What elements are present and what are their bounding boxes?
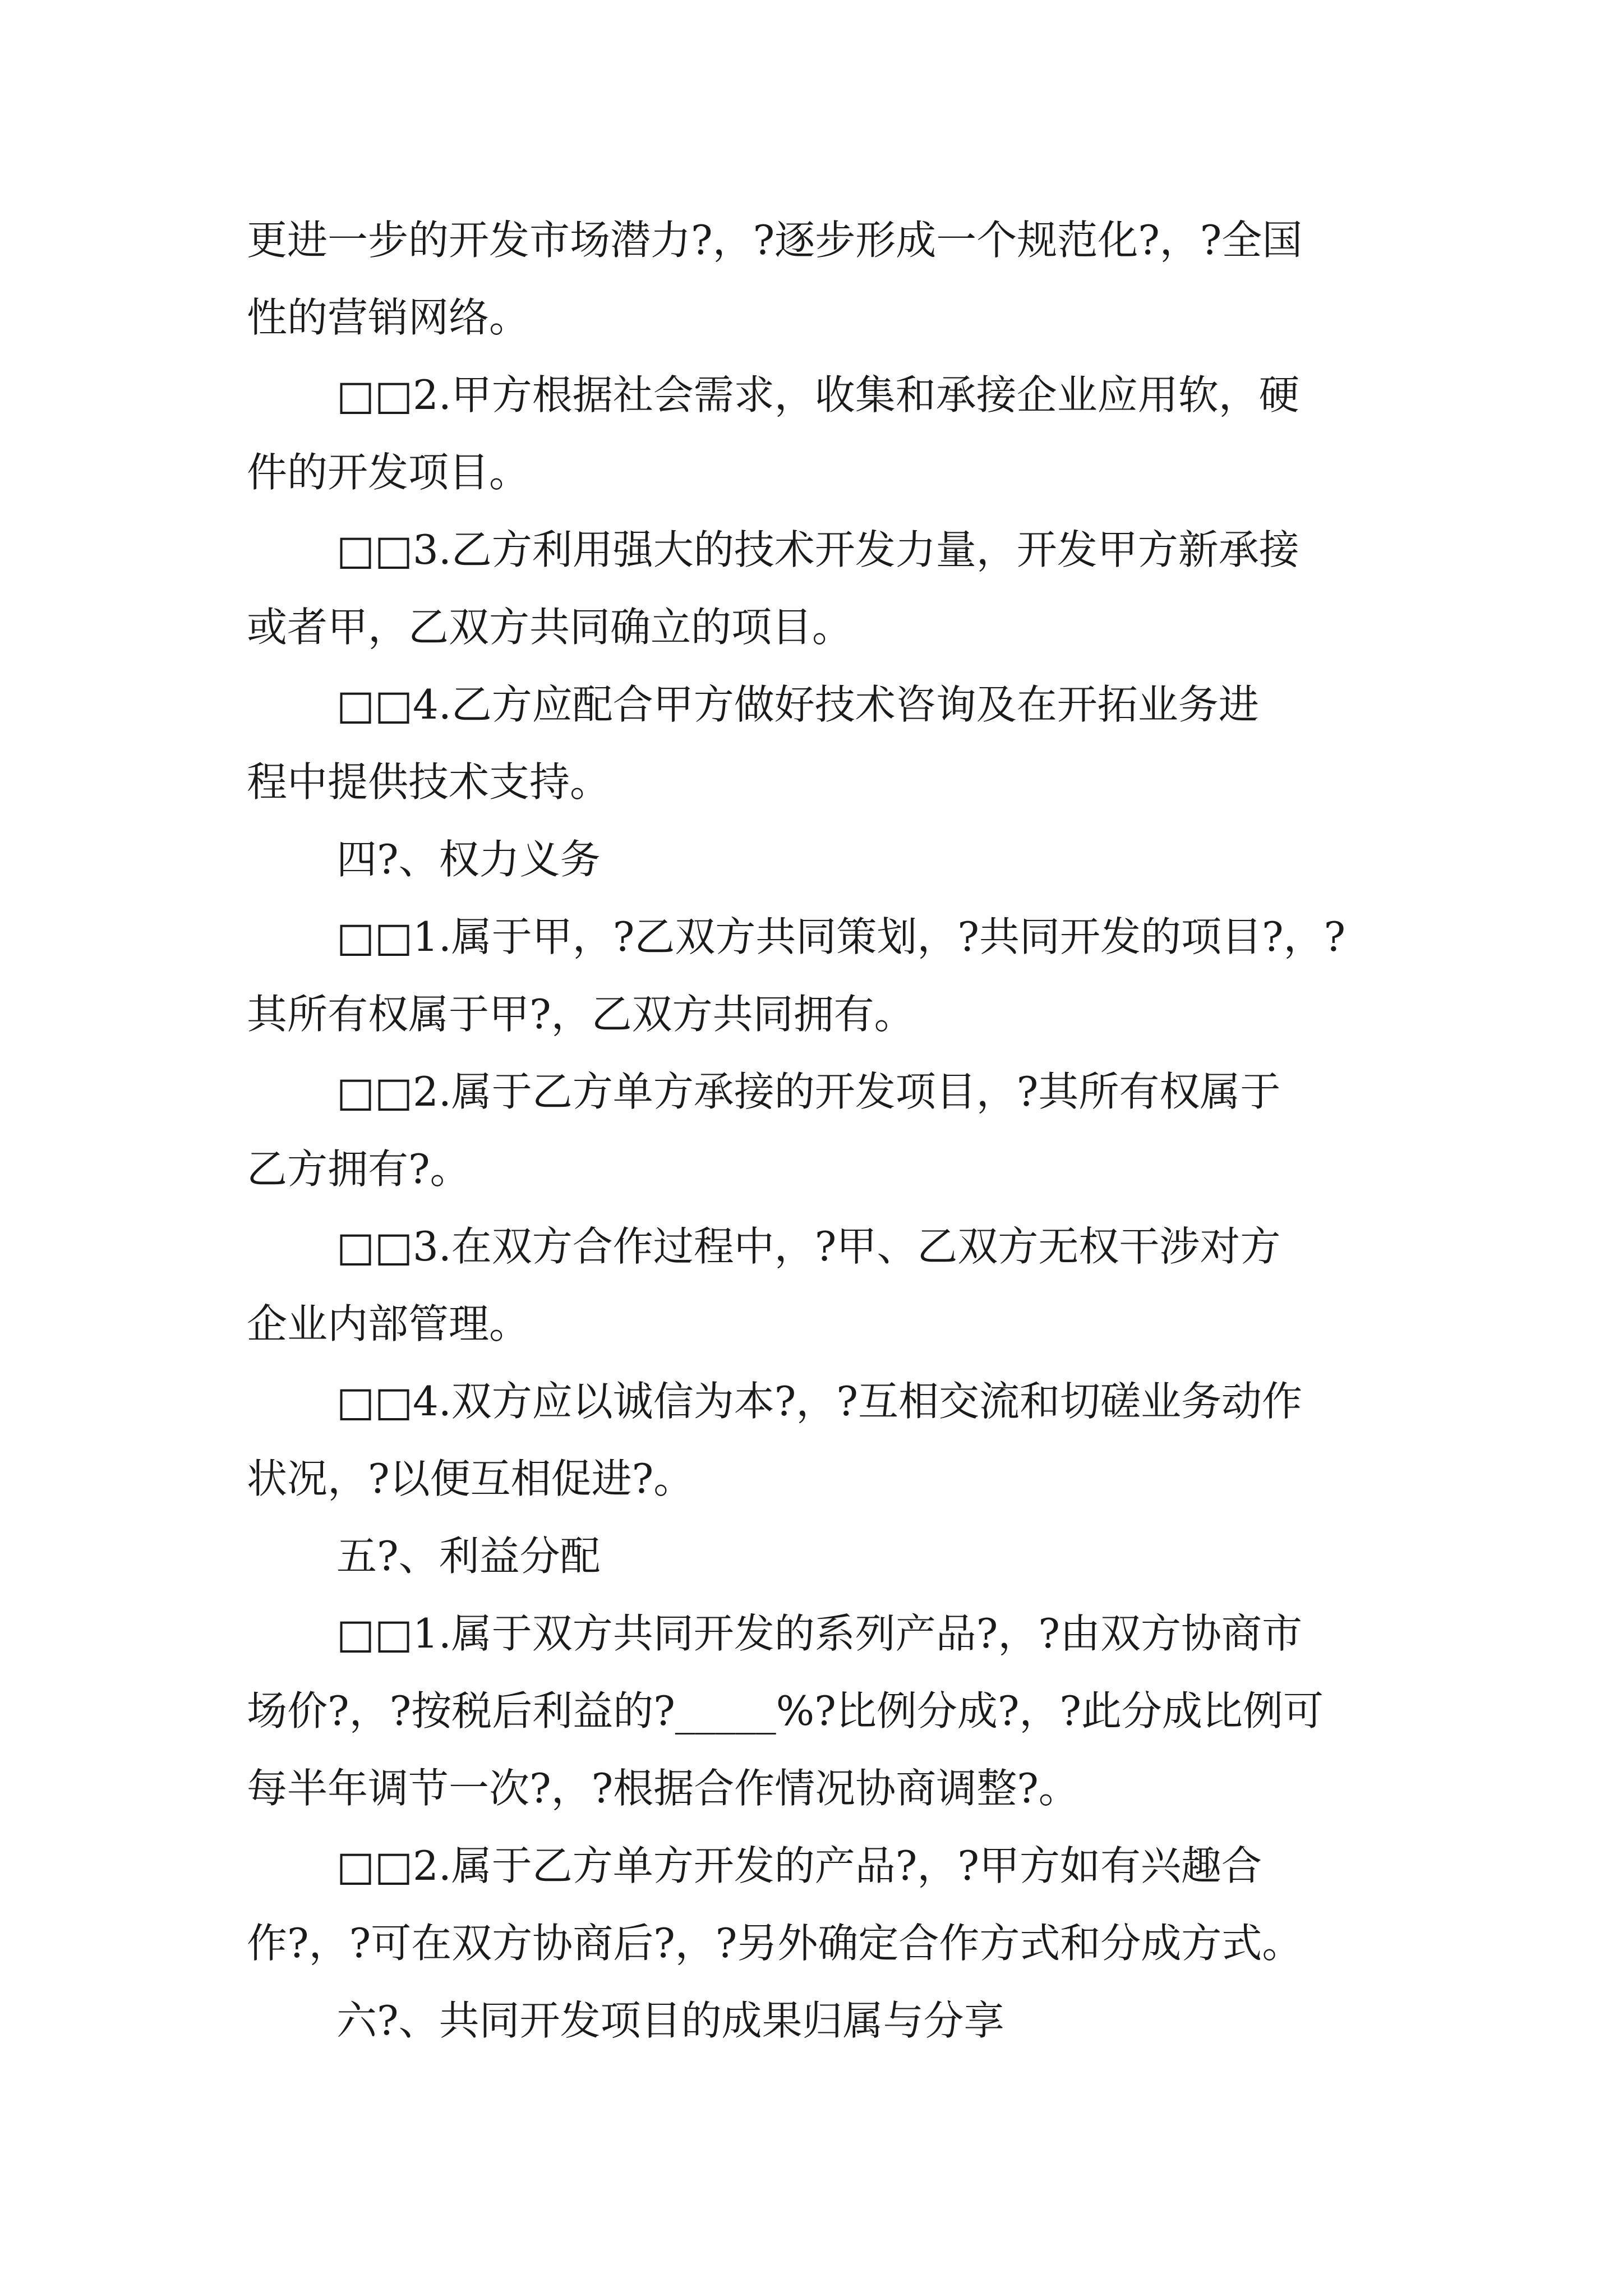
text-line: □□1.属于双方共同开发的系列产品?，?由双方协商市 (336, 1610, 1302, 1657)
text-line: □□3.在双方合作过程中，?甲、乙双方无权干涉对方 (336, 1223, 1281, 1270)
text-line: 作?，?可在双方协商后?，?另外确定合作方式和分成方式。 (247, 1920, 1303, 1967)
text-line: □□2.属于乙方单方开发的产品?，?甲方如有兴趣合 (336, 1842, 1262, 1889)
text-line: □□2.甲方根据社会需求，收集和承接企业应用软，硬 (336, 371, 1299, 418)
text-line: 状况，?以便互相促进?。 (247, 1455, 694, 1502)
text-line: 程中提供技术支持。 (247, 758, 611, 806)
text-line: □□3.乙方利用强大的技术开发力量，开发甲方新承接 (336, 526, 1299, 573)
text-line: □□2.属于乙方单方承接的开发项目，?其所有权属于 (336, 1068, 1281, 1115)
text-line: □□4.双方应以诚信为本?，?互相交流和切磋业务动作 (336, 1378, 1302, 1425)
text-line: 乙方拥有?。 (247, 1145, 471, 1193)
text-line: □□1.属于甲，?乙双方共同策划，?共同开发的项目?，? (336, 913, 1346, 960)
text-line: 更进一步的开发市场潜力?，?逐步形成一个规范化?，?全国 (247, 217, 1303, 264)
text-line: □□4.乙方应配合甲方做好技术咨询及在开拓业务进 (336, 681, 1259, 728)
section-heading: 六?、共同开发项目的成果归属与分享 (336, 1997, 1004, 2044)
text-line: 每半年调节一次?，?根据合作情况协商调整?。 (247, 1765, 1079, 1812)
section-heading: 五?、利益分配 (336, 1533, 601, 1580)
text-line: 场价?，?按税后利益的?_____%?比例分成?，?此分成比例可 (247, 1687, 1324, 1734)
text-line: 其所有权属于甲?，乙双方共同拥有。 (247, 991, 915, 1038)
text-line: 企业内部管理。 (247, 1300, 530, 1347)
text-line: 或者甲，乙双方共同确立的项目。 (247, 604, 853, 651)
text-line: 性的营销网络。 (247, 294, 530, 341)
text-line: 件的开发项目。 (247, 449, 530, 496)
section-heading: 四?、权力义务 (336, 836, 601, 883)
